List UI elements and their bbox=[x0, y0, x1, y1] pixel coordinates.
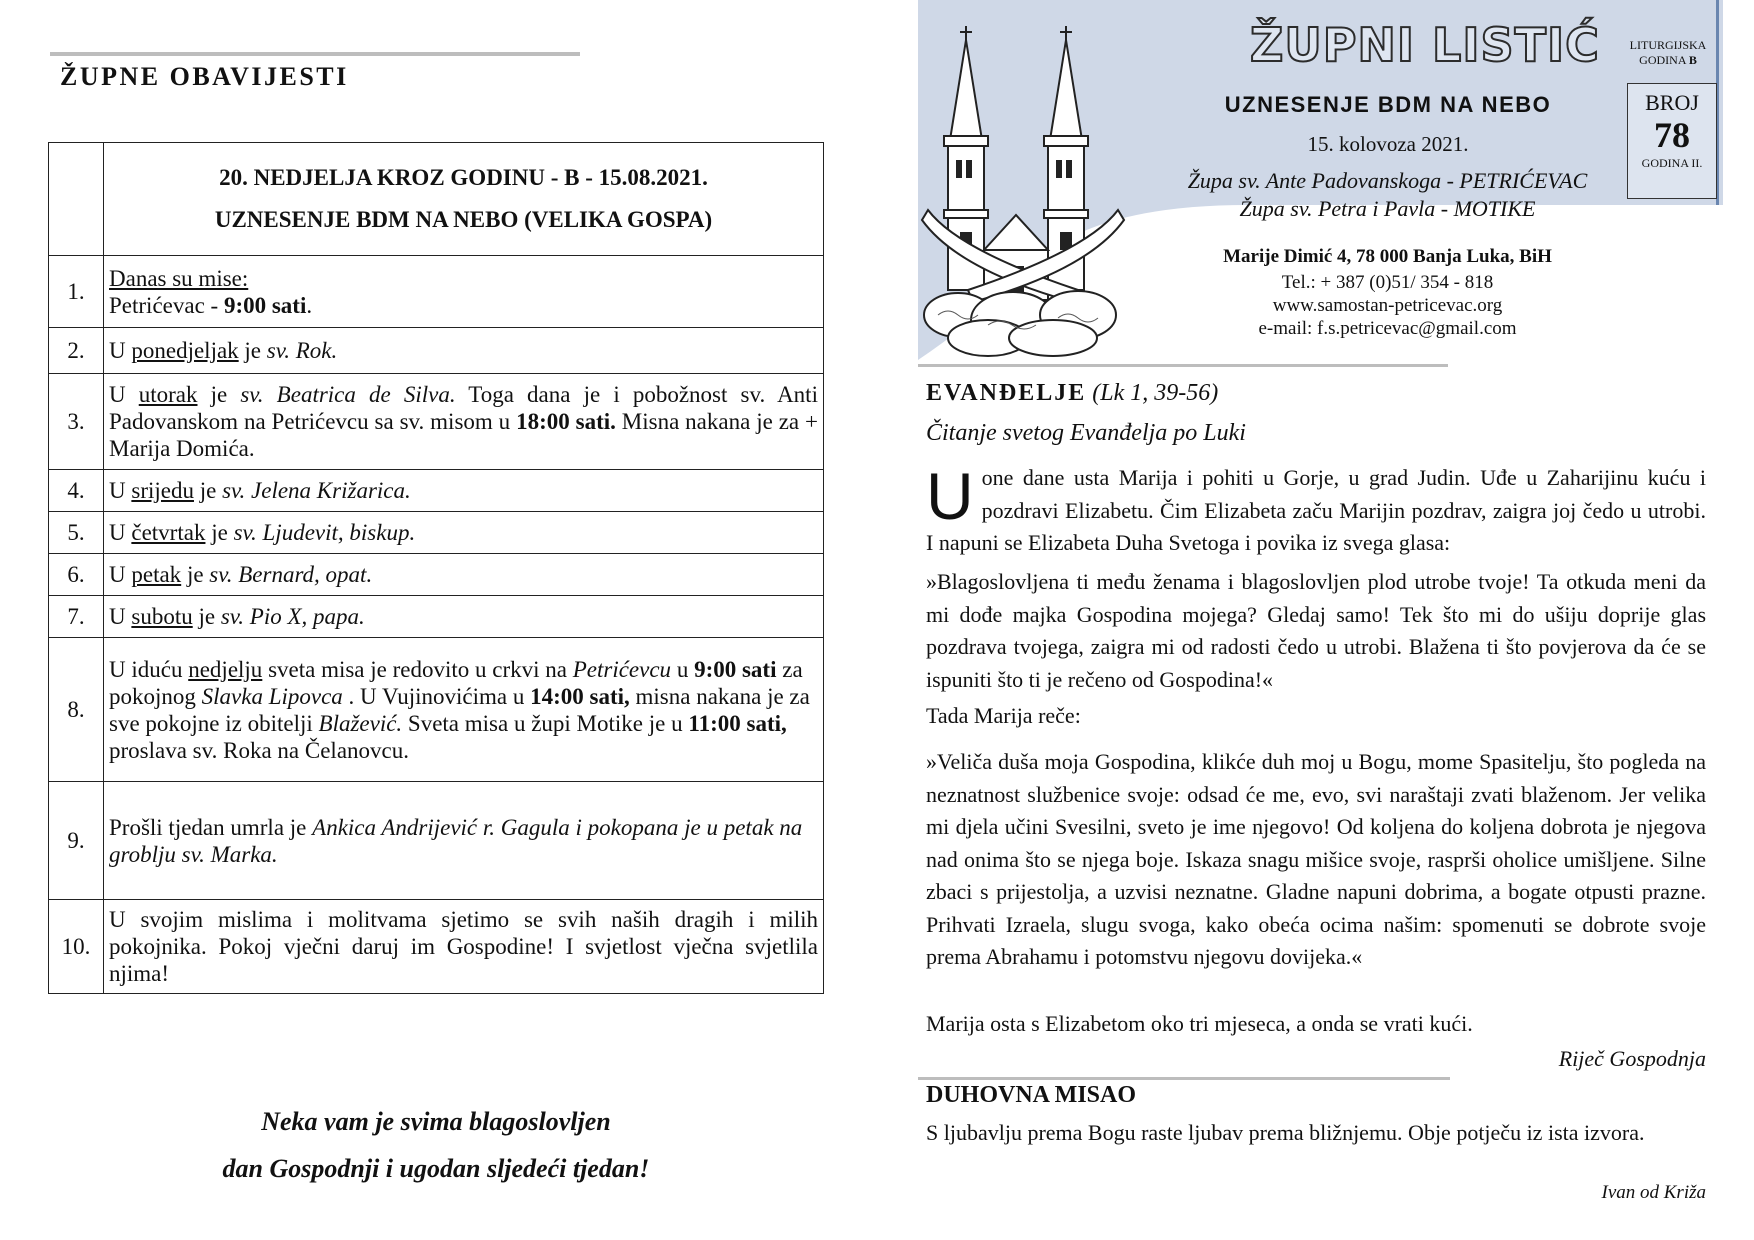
gospel-title: EVANĐELJE bbox=[926, 380, 1087, 406]
table-header-line1: 20. NEDJELJA KROZ GODINU - B - 15.08.2021. bbox=[219, 165, 708, 190]
row-text bbox=[104, 256, 824, 328]
row-text-part: U bbox=[109, 338, 132, 363]
row-text-italic: Slavka Lipovca bbox=[201, 683, 343, 709]
row-text-part: U bbox=[109, 382, 139, 407]
feast-title: UZNESENJE BDM NA NEBO bbox=[1224, 92, 1552, 117]
email: e-mail: f.s.petricevac@gmail.com bbox=[1258, 318, 1517, 339]
row-text-part: . U Vujinovićima u bbox=[342, 683, 531, 709]
row-text-part: u bbox=[671, 656, 695, 682]
row-text bbox=[104, 554, 824, 596]
spiritual-thought-heading: DUHOVNA MISAO bbox=[926, 1082, 1137, 1108]
row-text bbox=[104, 470, 824, 512]
gospel-paragraph: »Blagoslovljena ti među ženama i blagoslovljen plod utrobe tvoje! Ta otkuda meni da mi dođe majka Gospodina mojega? Gledaj samo! Tek što mi do ušiju doprije glas pozdrava tvojega, zaigra mi od radosti čedo u utrobi. Blažena ti što povjerova da će se ispuniti što ti je rečeno od Gospodina!« bbox=[926, 569, 1706, 692]
table-cell-empty bbox=[49, 143, 104, 256]
gospel-paragraph-text: one dane usta Marija i pohiti u Gorje, u grad Judin. Uđe u Zaharijinu kuću i pozdravi Elizabetu. Čim Elizabeta začu Marijin pozdrav, zaigra joj čedo u utrobi. I napuni se Elizabeta Duha Svetoga i povika iz svega glasa: bbox=[926, 465, 1706, 555]
row-text-day: petak bbox=[131, 562, 182, 587]
table-header-cell bbox=[104, 143, 824, 256]
closing-line: Neka vam je svima blagoslovljen bbox=[261, 1107, 611, 1136]
issue-number-box bbox=[1627, 83, 1717, 199]
row-number: 5. bbox=[49, 512, 104, 554]
row-text-part: je bbox=[205, 520, 234, 545]
table-row bbox=[49, 512, 824, 554]
spiritual-thought-author: Ivan od Križa bbox=[1601, 1182, 1706, 1203]
gospel-signoff: Riječ Gospodnja bbox=[1558, 1046, 1706, 1071]
row-number: 8. bbox=[49, 638, 104, 782]
liturgical-year-label: LITURGIJSKA bbox=[1629, 38, 1707, 52]
table-row bbox=[49, 256, 824, 328]
row-text-part: je bbox=[197, 382, 241, 407]
row-text bbox=[104, 596, 824, 638]
gospel-heading bbox=[926, 380, 1218, 407]
gospel-paragraph bbox=[926, 459, 1706, 560]
gospel-intro: Čitanje svetog Evanđelja po Luki bbox=[926, 420, 1246, 446]
spiritual-thought-text: S ljubavlju prema Bogu raste ljubav prema bližnjemu. Obje potječu iz ista izvora. bbox=[926, 1120, 1645, 1145]
row-text-day: četvrtak bbox=[131, 520, 206, 545]
row-number: 1. bbox=[49, 256, 104, 328]
table-row bbox=[49, 554, 824, 596]
row-text-part: U bbox=[109, 562, 132, 587]
table-row bbox=[49, 638, 824, 782]
table-row bbox=[49, 900, 824, 994]
row-text-part: misna nakana je za sve pokojne iz obitelji bbox=[109, 683, 810, 736]
row-number: 6. bbox=[49, 554, 104, 596]
announcements-heading: ŽUPNE OBAVIJESTI bbox=[60, 62, 349, 91]
liturgical-year-letter: B bbox=[1688, 53, 1697, 67]
table-row bbox=[49, 328, 824, 374]
row-number: 9. bbox=[49, 782, 104, 900]
row-text-italic: Petrićevcu bbox=[572, 656, 672, 682]
gospel-paragraph: Tada Marija reče: bbox=[926, 703, 1081, 728]
row-text-part: za pokojnog bbox=[109, 656, 803, 709]
table-row bbox=[49, 782, 824, 900]
closing-blessing bbox=[48, 1098, 824, 1192]
issue-date: 15. kolovoza 2021. bbox=[1307, 132, 1469, 156]
parish-name: Župa sv. Ante Padovanskoga - PETRIĆEVAC bbox=[1187, 168, 1588, 193]
row-text-part: U bbox=[109, 520, 132, 545]
masthead-title: ŽUPNI LISTIĆ bbox=[1250, 18, 1600, 72]
drop-cap: U bbox=[926, 459, 974, 533]
parish-name: Župa sv. Petra i Pavla - MOTIKE bbox=[1239, 196, 1536, 221]
row-text bbox=[104, 512, 824, 554]
address: Marije Dimić 4, 78 000 Banja Luka, BiH bbox=[1223, 246, 1552, 267]
section-rule bbox=[918, 1077, 1450, 1080]
row-text bbox=[104, 328, 824, 374]
issue-year: GODINA II. bbox=[1641, 156, 1703, 170]
website: www.samostan-petricevac.org bbox=[1272, 295, 1503, 316]
row-text-saint: sv. Jelena Križarica. bbox=[222, 478, 411, 503]
row-text-saint: sv. Ljudevit, biskup. bbox=[233, 520, 416, 545]
row-text-bold: 18:00 sati. bbox=[516, 409, 616, 434]
row-text-day: subotu bbox=[131, 604, 193, 629]
gospel-paragraph: »Veliča duša moja Gospodina, klikće duh moj u Bogu, mome Spasitelju, što pogleda na neznatnost službenice svoje: odsad će me, evo, svi naraštaji zvati blaženom. Jer velika mi djela učini Svesilni, sveto je ime njegovo! Od koljena do koljena dobrota je njegova nad onima što se njega boje. Iskaza snagu mišice svoje, rasprši oholice umišljene. Silne zbaci s prijestolja, a uzvisi neznatne. Gladne napuni dobrima, a bogate otpusti prazne. Prihvati Izraela, slugu svoga, kako obeća ocima našim: spomenuti se dobrote svoje prema Abrahamu i potomstvu njegovu dovijeka.« bbox=[926, 749, 1706, 969]
row-number: 3. bbox=[49, 374, 104, 470]
row-text-part: je bbox=[181, 562, 210, 587]
row-text-part: proslava sv. Roka na Čelanovcu. bbox=[109, 737, 409, 763]
announcements-table bbox=[48, 142, 824, 994]
gospel-paragraph: Marija osta s Elizabetom oko tri mjeseca, a onda se vrati kući. bbox=[926, 1011, 1473, 1036]
row-text-part: je bbox=[192, 604, 221, 629]
liturgical-year-word: GODINA bbox=[1639, 53, 1686, 67]
row-text-part: . bbox=[306, 292, 313, 318]
row-number: 2. bbox=[49, 328, 104, 374]
row-text bbox=[104, 782, 824, 900]
row-text-bold: 14:00 sati, bbox=[530, 683, 630, 709]
liturgical-year bbox=[1618, 38, 1718, 68]
section-rule bbox=[918, 364, 1448, 367]
row-text-italic: Blažević. bbox=[318, 710, 403, 736]
row-text-bold: 11:00 sati, bbox=[688, 710, 787, 736]
row-text-italic: Ankica Andrijević r. Gagula i pokopana je u petak na groblju sv. Marka. bbox=[109, 814, 803, 867]
row-text bbox=[104, 374, 824, 470]
row-text-part: je bbox=[238, 338, 267, 363]
table-header-line2: UZNESENJE BDM NA NEBO (VELIKA GOSPA) bbox=[214, 207, 713, 232]
row-text-part: U iduću bbox=[109, 656, 189, 682]
section-rule bbox=[50, 52, 580, 56]
row-text-saint: sv. Pio X, papa. bbox=[220, 604, 365, 629]
row-text-saint: sv. Beatrica de Silva. bbox=[240, 382, 456, 407]
row-text-part: Danas su mise: bbox=[109, 265, 249, 291]
issue-number: 78 bbox=[1654, 115, 1690, 155]
row-text-part: U bbox=[109, 604, 132, 629]
row-number: 10. bbox=[49, 900, 104, 994]
gospel-reference: (Lk 1, 39-56) bbox=[1092, 380, 1219, 406]
row-text-day: utorak bbox=[138, 382, 198, 407]
row-text-part: U bbox=[109, 478, 132, 503]
table-header-row bbox=[49, 143, 824, 256]
row-text-day: srijedu bbox=[131, 478, 194, 503]
row-text-day: nedjelju bbox=[188, 656, 263, 682]
phone: Tel.: + 387 (0)51/ 354 - 818 bbox=[1281, 272, 1494, 293]
row-text-part: je bbox=[193, 478, 223, 503]
liturgical-year-label bbox=[1618, 53, 1718, 68]
church-illustration bbox=[918, 20, 1128, 360]
closing-line: dan Gospodnji i ugodan sljedeći tjedan! bbox=[222, 1154, 650, 1183]
issue-label: BROJ bbox=[1645, 90, 1699, 115]
row-number: 4. bbox=[49, 470, 104, 512]
row-text-bold: 9:00 sati bbox=[694, 656, 777, 682]
row-text: U svojim mislima i molitvama sjetimo se svih naših dragih i milih pokojnika. Pokoj vječni daruj im Gospodine! I svjetlost vječna svjetlila njima! bbox=[104, 900, 824, 994]
row-text-part: Misna nakana je za + Marija Domića. bbox=[109, 409, 818, 461]
table-row bbox=[49, 596, 824, 638]
row-text-day: ponedjeljak bbox=[131, 338, 239, 363]
table-row bbox=[49, 470, 824, 512]
row-text-saint: sv. Rok. bbox=[266, 338, 338, 363]
row-text-part: Prošli tjedan umrla je bbox=[109, 814, 313, 840]
row-text-part: Petrićevac - bbox=[109, 292, 224, 318]
table-row bbox=[49, 374, 824, 470]
row-text-bold: 9:00 sati bbox=[223, 292, 307, 318]
row-text-part: Toga dana je i pobožnost sv. Anti Padovanskom na Petrićevcu sa sv. misom u bbox=[109, 382, 818, 434]
row-number: 7. bbox=[49, 596, 104, 638]
row-text bbox=[104, 638, 824, 782]
row-text-part: sveta misa je redovito u crkvi na bbox=[262, 656, 573, 682]
row-text-part: Sveta misa u župi Motike je u bbox=[402, 710, 689, 736]
row-text-saint: sv. Bernard, opat. bbox=[209, 562, 373, 587]
